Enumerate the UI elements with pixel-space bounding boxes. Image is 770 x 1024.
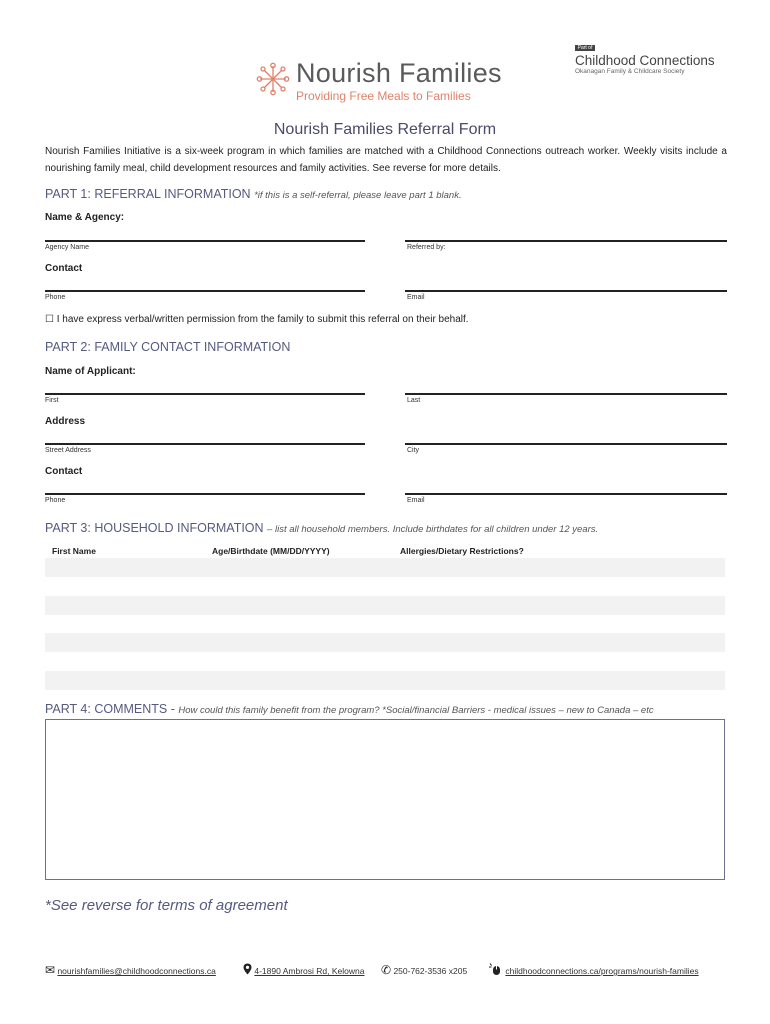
street-address-field[interactable] bbox=[45, 443, 365, 445]
part1-contact-label: Contact bbox=[45, 263, 83, 274]
footer-email[interactable] bbox=[45, 963, 216, 977]
part1-phone-caption: Phone bbox=[45, 294, 66, 301]
part1-heading bbox=[45, 187, 462, 201]
part1-title: PART 1: REFERRAL INFORMATION bbox=[45, 187, 251, 201]
part1-phone-field[interactable] bbox=[45, 290, 365, 292]
partner-logo-title: Childhood Connections bbox=[575, 53, 715, 68]
city-caption: City bbox=[407, 447, 420, 454]
household-row[interactable] bbox=[45, 633, 725, 652]
part1-note: *if this is a self-referral, please leave part 1 blank. bbox=[254, 190, 462, 201]
address-label: Address bbox=[45, 416, 86, 427]
footer-website[interactable] bbox=[489, 963, 699, 976]
part4-title: PART 4: COMMENTS - bbox=[45, 702, 175, 716]
location-pin-icon bbox=[243, 963, 252, 975]
part4-heading bbox=[45, 702, 654, 716]
city-field[interactable] bbox=[405, 443, 727, 445]
first-name-field[interactable] bbox=[45, 393, 365, 395]
brand-title: Nourish Families bbox=[296, 58, 502, 88]
part3-heading bbox=[45, 521, 598, 535]
mail-icon: ✉ bbox=[45, 963, 56, 977]
household-row[interactable] bbox=[45, 596, 725, 615]
part2-phone-field[interactable] bbox=[45, 493, 365, 495]
permission-checkbox[interactable]: ☐ I have express verbal/written permission from the family to submit this referral on their behalf. bbox=[45, 314, 469, 325]
last-name-field[interactable] bbox=[405, 393, 727, 395]
partner-logo-subtitle: Okanagan Family & Childcare Society bbox=[575, 68, 685, 75]
footer-email-link[interactable]: nourishfamilies@childhoodconnections.ca bbox=[57, 966, 216, 976]
part4-note: How could this family benefit from the program? *Social/financial Barriers - medical issues – new to Canada – etc bbox=[178, 705, 654, 716]
part2-heading: PART 2: FAMILY CONTACT INFORMATION bbox=[45, 340, 291, 354]
nourish-logo-icon bbox=[256, 62, 290, 96]
footer-phone[interactable] bbox=[381, 963, 467, 977]
part2-email-field[interactable] bbox=[405, 493, 727, 495]
comments-box[interactable] bbox=[45, 719, 725, 880]
footer-website-link[interactable]: childhoodconnections.ca/programs/nourish-families bbox=[505, 966, 699, 976]
referred-by-field[interactable] bbox=[405, 240, 727, 242]
household-row[interactable] bbox=[45, 558, 725, 577]
street-caption: Street Address bbox=[45, 447, 91, 454]
part1-email-caption: Email bbox=[407, 294, 425, 301]
part2-email-caption: Email bbox=[407, 497, 425, 504]
partner-tag: Part of bbox=[575, 45, 595, 51]
phone-icon: ✆ bbox=[381, 963, 392, 977]
agency-name-caption: Agency Name bbox=[45, 244, 89, 251]
brand-subtitle: Providing Free Meals to Families bbox=[296, 89, 471, 103]
part3-note: – list all household members. Include birthdates for all children under 12 years. bbox=[267, 524, 599, 535]
form-title: Nourish Families Referral Form bbox=[273, 121, 497, 138]
part3-title: PART 3: HOUSEHOLD INFORMATION bbox=[45, 521, 264, 535]
mouse-click-icon bbox=[489, 963, 503, 975]
household-row[interactable] bbox=[45, 671, 725, 690]
last-caption: Last bbox=[407, 397, 421, 404]
agency-name-field[interactable] bbox=[45, 240, 365, 242]
part2-contact-label: Contact bbox=[45, 466, 83, 477]
see-reverse-note: *See reverse for terms of agreement bbox=[45, 897, 288, 914]
name-agency-label: Name & Agency: bbox=[45, 212, 125, 223]
part1-email-field[interactable] bbox=[405, 290, 727, 292]
col-first-name: First Name bbox=[52, 546, 96, 556]
name-applicant-label: Name of Applicant: bbox=[45, 366, 136, 377]
referred-by-caption: Referred by: bbox=[407, 244, 446, 251]
col-allergies: Allergies/Dietary Restrictions? bbox=[400, 546, 524, 556]
part2-phone-caption: Phone bbox=[45, 497, 66, 504]
footer-address-link[interactable]: 4-1890 Ambrosi Rd, Kelowna bbox=[254, 966, 365, 976]
first-caption: First bbox=[45, 397, 59, 404]
footer-phone-text: 250-762-3536 x205 bbox=[393, 966, 468, 976]
footer-address[interactable] bbox=[243, 963, 364, 976]
intro-paragraph: Nourish Families Initiative is a six-week program in which families are matched with a Childhood Connections outreach worker. Weekly visits include a nourishing family meal, child development resources and family activities. See reverse for more details. bbox=[45, 146, 727, 174]
col-age-birthdate: Age/Birthdate (MM/DD/YYYY) bbox=[212, 546, 330, 556]
